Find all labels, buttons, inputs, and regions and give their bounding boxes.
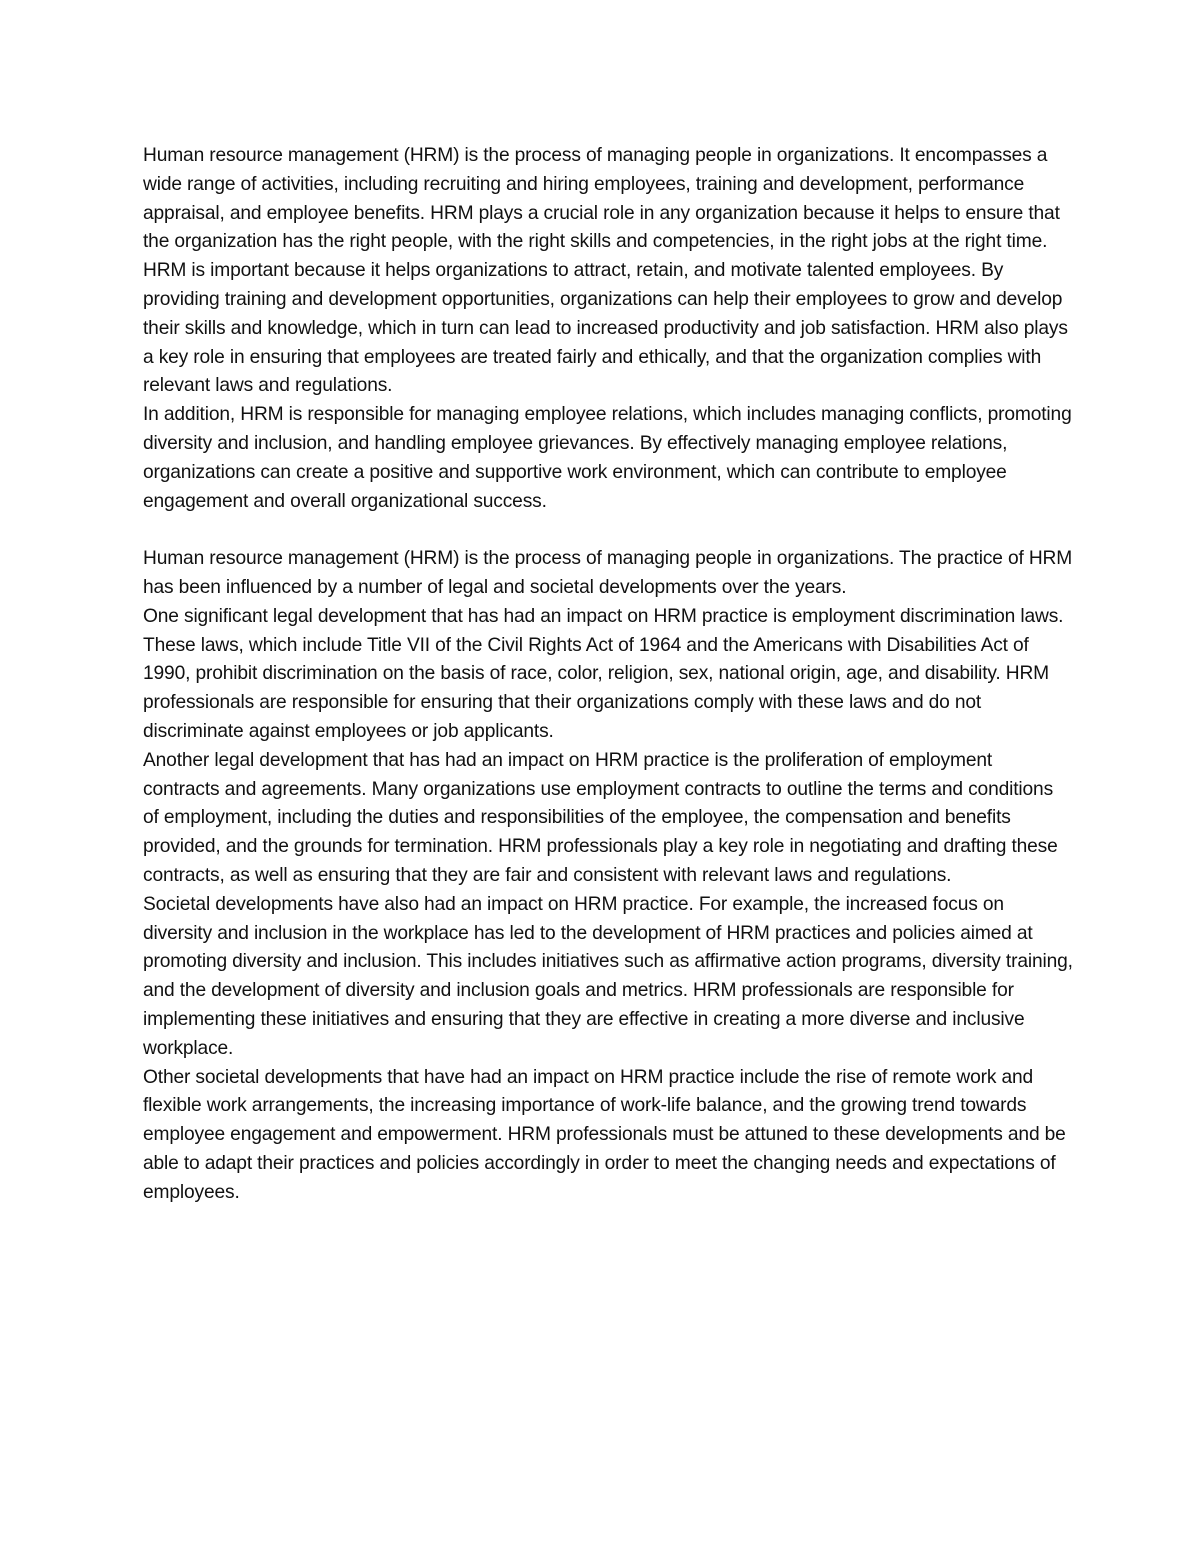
paragraph-employment-contracts: Another legal development that has had an impact on HRM practice is the proliferation of employment contracts and agreements. Many organizations use employment contracts to outline the terms and conditions of employment, including the duties and responsibilities of the employee, the compensation and benefits provided, and the grounds for termination. HRM professionals play a key role in negotiating and drafting these contracts, as well as ensuring that they are fair and consistent with relevant laws and regulations. (143, 749, 1058, 886)
paragraph-remote-work: Other societal developments that have had an impact on HRM practice include the rise of remote work and flexible work arrangements, the increasing importance of work-life balance, and the growing trend towards employee engagement and empowerment. HRM professionals must be attuned to these developments and be able to adapt their practices and policies accordingly in order to meet the changing needs and expectations of employees. (143, 1066, 1066, 1203)
paragraph-hrm-importance: HRM is important because it helps organizations to attract, retain, and motivate talented employees. By providing training and development opportunities, organizations can help their employees to grow and develop their skills and knowledge, which in turn can lead to increased productivity and job satisfaction. HRM also plays a key role in ensuring that employees are treated fairly and ethically, and that the organization complies with relevant laws and regulations. (143, 260, 1068, 397)
paragraph-employee-relations: In addition, HRM is responsible for managing employee relations, which includes managing conflicts, promoting diversity and inclusion, and handling employee grievances. By effectively managing employee relations, organizations can create a positive and supportive work environment, which can contribute to employee engagement and overall organizational success. (143, 404, 1072, 512)
document-body (143, 142, 1073, 1207)
paragraph-spacer (143, 516, 1073, 545)
paragraph-hrm-influences: Human resource management (HRM) is the process of managing people in organizations. The practice of HRM has been influenced by a number of legal and societal developments over the years. (143, 548, 1073, 598)
paragraph-hrm-definition: Human resource management (HRM) is the process of managing people in organizations. It encompasses a wide range of activities, including recruiting and hiring employees, training and development, performance appraisal, and employee benefits. HRM plays a crucial role in any organization because it helps to ensure that the organization has the right people, with the right skills and competencies, in the right jobs at the right time. (143, 145, 1060, 253)
paragraph-discrimination-laws: One significant legal development that has had an impact on HRM practice is employment discrimination laws. These laws, which include Title VII of the Civil Rights Act of 1964 and the Americans with Disabilities Act of 1990, prohibit discrimination on the basis of race, color, religion, sex, national origin, age, and disability. HRM professionals are responsible for ensuring that their organizations comply with these laws and do not discriminate against employees or job applicants. (143, 605, 1064, 742)
paragraph-societal-developments: Societal developments have also had an impact on HRM practice. For example, the increased focus on diversity and inclusion in the workplace has led to the development of HRM practices and policies aimed at promoting diversity and inclusion. This includes initiatives such as affirmative action programs, diversity training, and the development of diversity and inclusion goals and metrics. HRM professionals are responsible for implementing these initiatives and ensuring that they are effective in creating a more diverse and inclusive workplace. (143, 893, 1073, 1059)
